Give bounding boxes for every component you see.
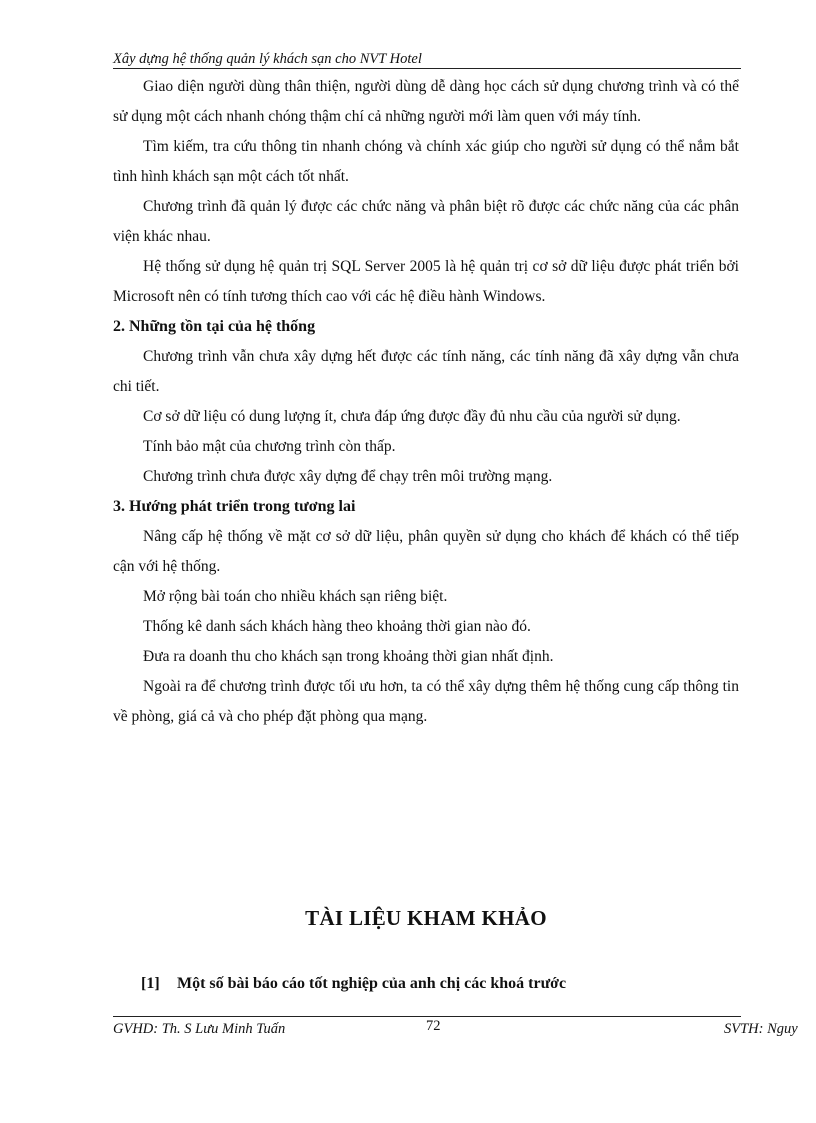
- section-heading-future: 3. Hướng phát triển trong tương lai: [113, 498, 356, 515]
- header-divider: [113, 68, 741, 69]
- running-header: Xây dựng hệ thống quản lý khách sạn cho NVT Hotel: [113, 51, 422, 67]
- document-body: [113, 72, 739, 732]
- paragraph: Cơ sở dữ liệu có dung lượng ít, chưa đáp ứng được đầy đủ nhu cầu của người sử dụng.: [143, 408, 681, 425]
- paragraph: Mở rộng bài toán cho nhiều khách sạn riêng biệt.: [143, 588, 448, 605]
- paragraph: Đưa ra doanh thu cho khách sạn trong khoảng thời gian nhất định.: [143, 648, 554, 665]
- reference-text: Một số bài báo cáo tốt nghiệp của anh chị các khoá trước: [177, 975, 567, 992]
- paragraph: Tìm kiếm, tra cứu thông tin nhanh chóng và chính xác giúp cho người sử dụng có thể nắm bắt tình hình khách sạn một cách tốt nhất.: [113, 138, 739, 185]
- paragraph: Nâng cấp hệ thống về mặt cơ sở dữ liệu, phân quyền sử dụng cho khách để khách có thể tiếp cận với hệ thống.: [113, 528, 739, 575]
- footer-advisor: GVHD: Th. S Lưu Minh Tuấn: [113, 1021, 286, 1037]
- paragraph: Chương trình đã quản lý được các chức năng và phân biệt rõ được các chức năng của các phân viện khác nhau.: [113, 198, 739, 245]
- paragraph: Chương trình chưa được xây dựng để chạy trên môi trường mạng.: [143, 468, 553, 485]
- references-title: TÀI LIỆU KHAM KHẢO: [305, 906, 547, 930]
- paragraph: Ngoài ra để chương trình được tối ưu hơn, ta có thể xây dựng thêm hệ thống cung cấp thông tin về phòng, giá cả và cho phép đặt phòng qua mạng.: [113, 678, 739, 725]
- paragraph: Hệ thống sử dụng hệ quản trị SQL Server 2005 là hệ quản trị cơ sở dữ liệu được phát triển bởi Microsoft nên có tính tương thích cao với các hệ điều hành Windows.: [113, 258, 739, 305]
- paragraph: Thống kê danh sách khách hàng theo khoảng thời gian nào đó.: [143, 618, 531, 635]
- paragraph: Tính bảo mật của chương trình còn thấp.: [143, 438, 396, 455]
- reference-number: [1]: [141, 975, 160, 992]
- paragraph: Chương trình vẫn chưa xây dựng hết được các tính năng, các tính năng đã xây dựng vẫn chưa chi tiết.: [113, 348, 739, 395]
- reference-item: [141, 972, 566, 996]
- section-heading-limitations: 2. Những tồn tại của hệ thống: [113, 318, 316, 335]
- footer-student: SVTH: Nguy: [724, 1021, 798, 1037]
- paragraph: Giao diện người dùng thân thiện, người dùng dễ dàng học cách sử dụng chương trình và có thể sử dụng một cách nhanh chóng thậm chí cả những người mới làm quen với máy tính.: [113, 78, 739, 125]
- page-number: 72: [426, 1018, 441, 1034]
